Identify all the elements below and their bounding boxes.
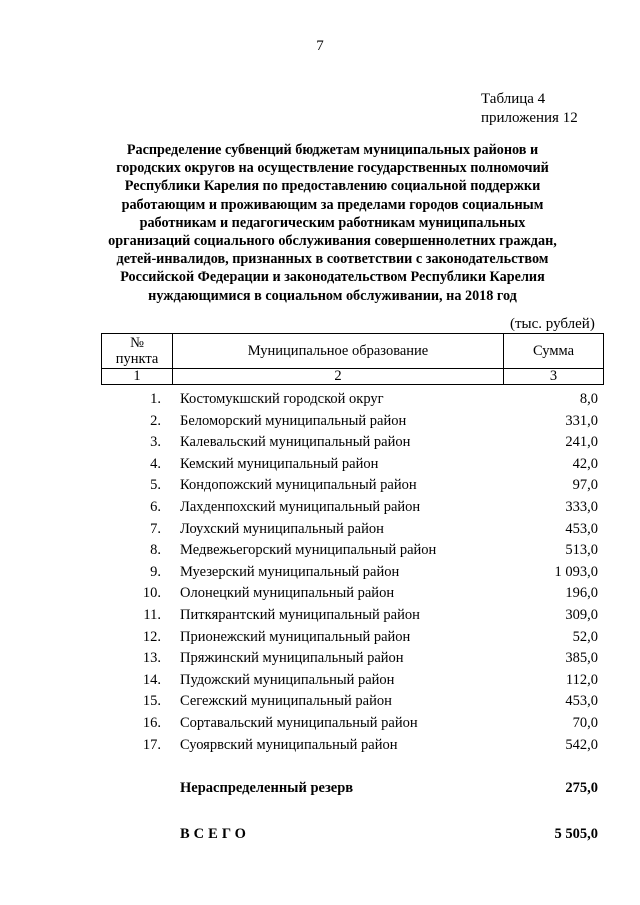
row-number: 5. (150, 477, 161, 494)
table-row (0, 520, 640, 542)
total-sum: 5 505,0 (554, 826, 598, 842)
row-sum: 112,0 (565, 671, 598, 688)
row-name: Кемский муниципальный район (180, 455, 379, 472)
row-sum: 70,0 (572, 714, 598, 731)
table-row (0, 714, 640, 736)
row-number: 9. (150, 563, 161, 580)
table-row (0, 649, 640, 671)
row-name: Олонецкий муниципальный район (180, 585, 395, 602)
row-name: Пряжинский муниципальный район (180, 650, 404, 667)
title-line: Республики Карелия по предоставлению социальной поддержки (124, 178, 541, 195)
table-row (0, 541, 640, 563)
row-name: Лоухский муниципальный район (180, 520, 384, 537)
row-name: Прионежский муниципальный район (180, 628, 411, 645)
row-name: Медвежьегорский муниципальный район (180, 542, 437, 559)
column-index-3: 3 (504, 369, 604, 385)
row-number: 14. (142, 671, 161, 688)
row-name: Питкярантский муниципальный район (180, 606, 420, 623)
table-row (0, 498, 640, 520)
row-name: Сортавальский муниципальный район (180, 714, 418, 731)
row-sum: 8,0 (579, 391, 598, 407)
reserve-label: Нераспределенный резерв (180, 780, 354, 796)
row-number: 12. (142, 628, 161, 645)
row-number: 2. (150, 412, 161, 429)
row-sum: 309,0 (565, 606, 598, 623)
table-row (0, 476, 640, 498)
row-sum: 513,0 (565, 542, 598, 559)
title-line: детей-инвалидов, признанных в соответствии с законодательством (116, 251, 549, 268)
title-line: работникам и педагогическим работникам муниципальных (139, 214, 526, 231)
document-title (95, 141, 570, 305)
row-sum: 196,0 (565, 585, 598, 602)
row-number: 3. (150, 434, 161, 451)
table-row (0, 584, 640, 606)
header-row (102, 334, 604, 369)
row-number: 1. (150, 391, 161, 407)
row-name: Муезерский муниципальный район (180, 563, 400, 580)
row-name: Калевальский муниципальный район (180, 434, 411, 451)
table-reference (481, 90, 578, 128)
row-sum: 331,0 (565, 412, 598, 429)
row-sum: 97,0 (572, 477, 598, 494)
total-label: ВСЕГО (180, 826, 250, 842)
table-row (0, 692, 640, 714)
header-number-label: пункта (115, 351, 159, 367)
table-row (0, 433, 640, 455)
row-sum: 385,0 (565, 650, 598, 667)
row-name: Костомукшский городской округ (180, 391, 384, 407)
row-name: Пудожский муниципальный район (180, 671, 395, 688)
table-row (0, 606, 640, 628)
table-row (0, 455, 640, 477)
header-number-cell (102, 334, 173, 369)
header-name-cell: Муниципальное образование (173, 334, 504, 369)
row-sum: 453,0 (565, 520, 598, 537)
table-row (0, 390, 640, 412)
row-name: Лахденпохский муниципальный район (180, 498, 421, 515)
title-line: работающим и проживающим за пределами городов социальным (121, 196, 544, 213)
page-number: 7 (316, 38, 324, 54)
row-name: Суоярвский муниципальный район (180, 736, 398, 753)
table-reference-line2: приложения 12 (481, 110, 578, 126)
table-header (101, 333, 604, 385)
table-row (0, 736, 640, 758)
row-sum: 453,0 (565, 693, 598, 710)
title-line: городских округов на осуществление государственных полномочий (116, 160, 549, 177)
header-number-symbol: № (130, 335, 144, 351)
table-body (0, 390, 640, 757)
title-line: нуждающимися в социальном обслуживании, на 2018 год (148, 287, 517, 304)
row-name: Сегежский муниципальный район (180, 693, 392, 710)
row-number: 7. (150, 520, 161, 537)
row-number: 16. (142, 714, 161, 731)
table-row (0, 563, 640, 585)
reserve-row (0, 780, 640, 800)
row-name: Кондопожский муниципальный район (180, 477, 417, 494)
row-sum: 52,0 (572, 628, 598, 645)
column-index-row (102, 369, 604, 385)
title-line: организаций социального обслуживания совершеннолетних граждан, (108, 233, 557, 250)
title-line: Российской Федерации и законодательством Республики Карелия (120, 269, 545, 286)
title-line: Распределение субвенций бюджетам муниципальных районов и (126, 142, 539, 158)
table-reference-line1: Таблица 4 (481, 91, 546, 107)
row-sum: 333,0 (565, 498, 598, 515)
table-row (0, 628, 640, 650)
column-index-2: 2 (173, 369, 504, 385)
units-label: (тыс. рублей) (510, 316, 595, 332)
total-row (0, 826, 640, 846)
row-number: 15. (142, 693, 161, 710)
header-sum-cell: Сумма (504, 334, 604, 369)
table-row (0, 412, 640, 434)
reserve-sum: 275,0 (565, 780, 598, 796)
row-name: Беломорский муниципальный район (180, 412, 407, 429)
row-number: 6. (150, 498, 161, 515)
row-sum: 1 093,0 (554, 563, 598, 580)
column-index-1: 1 (102, 369, 173, 385)
row-number: 11. (143, 606, 161, 623)
row-number: 10. (142, 585, 161, 602)
row-sum: 542,0 (565, 736, 598, 753)
row-sum: 241,0 (565, 434, 598, 451)
row-number: 8. (150, 542, 161, 559)
row-number: 4. (150, 455, 161, 472)
row-number: 17. (142, 736, 161, 753)
row-number: 13. (142, 650, 161, 667)
table-row (0, 671, 640, 693)
row-sum: 42,0 (572, 455, 598, 472)
